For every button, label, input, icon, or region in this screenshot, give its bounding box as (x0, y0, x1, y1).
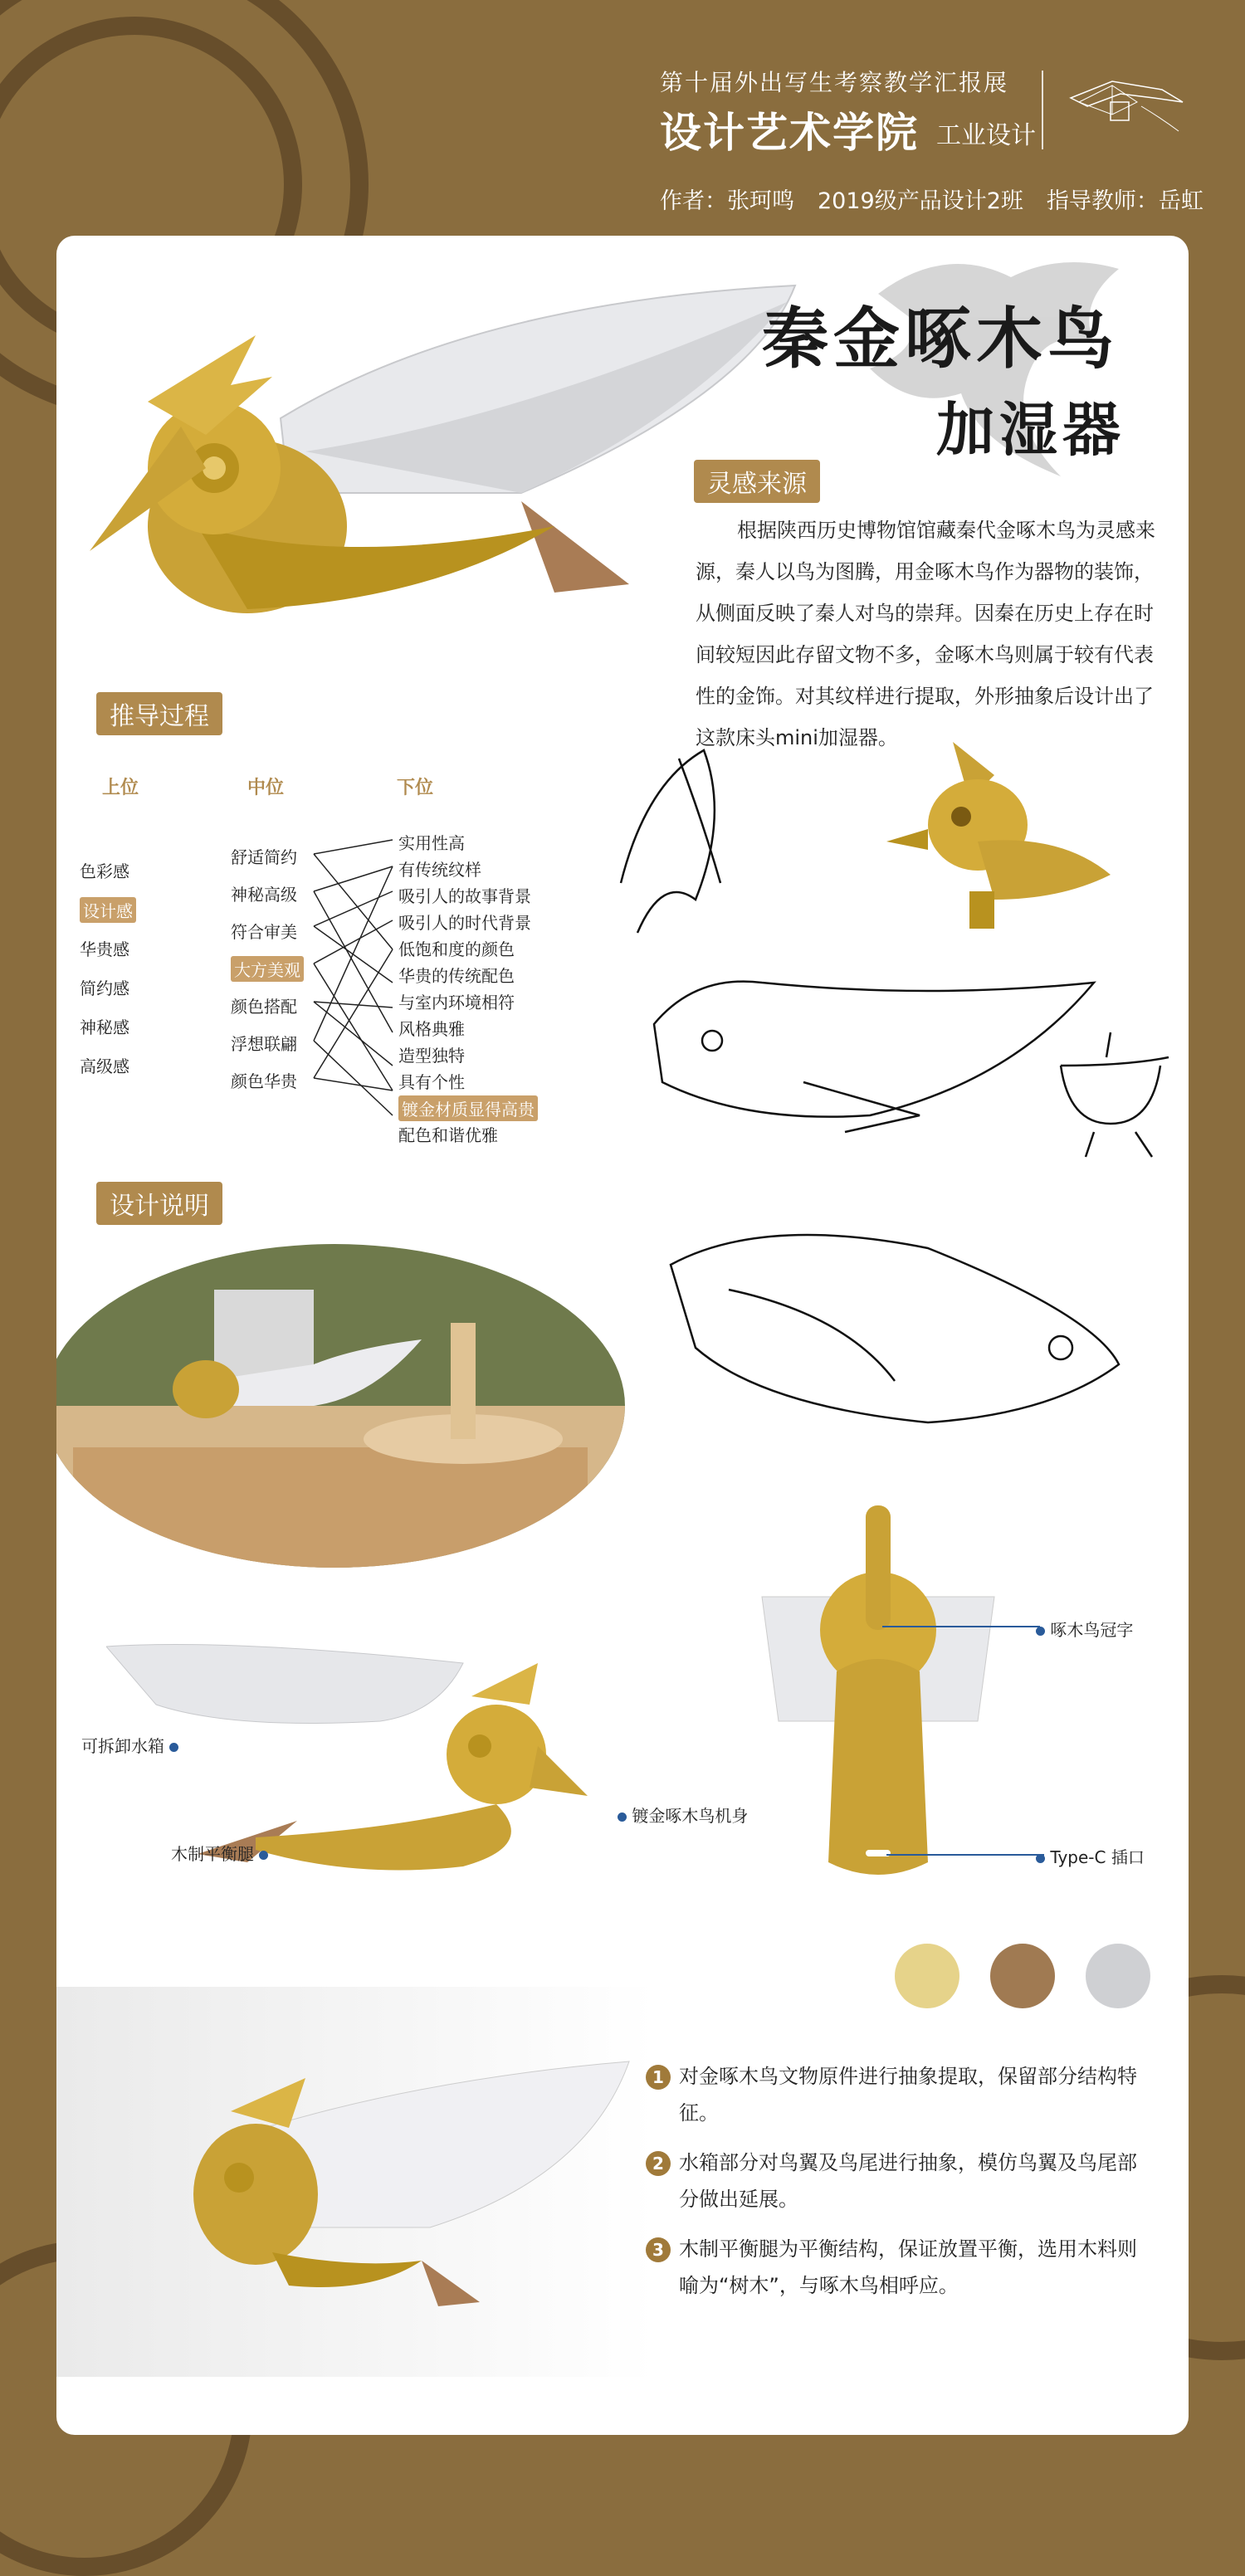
middle-level-item: 颜色华贵 (231, 1071, 297, 1091)
class-name: 2019级产品设计2班 (818, 188, 1023, 214)
middle-level-item: 舒适简约 (231, 847, 297, 867)
callout-water-tank (81, 1733, 178, 1757)
callout-body (618, 1803, 748, 1827)
lower-level-item: 配色和谐优雅 (398, 1125, 498, 1145)
callout-wooden-leg (171, 1841, 268, 1865)
lower-level-item: 吸引人的故事背景 (398, 886, 531, 906)
design-step (652, 2231, 1144, 2304)
step-text: 对金啄木鸟文物原件进行抽象提取，保留部分结构特征。 (679, 2065, 1137, 2125)
lower-level-item: 低饱和度的颜色 (398, 939, 515, 959)
level-head-middle: 中位 (247, 778, 285, 798)
callout-label: 啄木鸟冠字 (1050, 1620, 1134, 1640)
derivation-tag: 推导过程 (96, 692, 222, 735)
callout-label: 镀金啄木鸟机身 (632, 1806, 749, 1826)
step-text: 水箱部分对鸟翼及鸟尾进行抽象，模仿鸟翼及鸟尾部分做出延展。 (679, 2151, 1137, 2211)
middle-level-item: 浮想联翩 (231, 1034, 297, 1054)
callout-usb-port (1036, 1844, 1145, 1868)
callout-dot (1036, 1854, 1045, 1863)
product-subtitle: 加湿器 (936, 395, 1125, 464)
callout-dot (169, 1743, 178, 1752)
upper-level-item: 色彩感 (80, 861, 129, 881)
upper-level-item: 高级感 (80, 1056, 129, 1076)
callout-label: 木制平衡腿 (171, 1844, 254, 1864)
scene-photo (56, 1240, 629, 1572)
callout-label: Type-C 插口 (1050, 1847, 1145, 1867)
callout-line (886, 1854, 1044, 1856)
level-head-lower: 下位 (397, 778, 434, 798)
lower-level-item: 风格典雅 (398, 1019, 465, 1039)
department-logo (1062, 65, 1187, 148)
author-line (660, 183, 1227, 215)
middle-level-item: 神秘高级 (231, 885, 297, 905)
level-head-upper: 上位 (102, 778, 139, 798)
product-title: 秦金啄木鸟 (762, 300, 1119, 378)
lower-level-item: 实用性高 (398, 833, 465, 853)
upper-level-item: 神秘感 (80, 1017, 129, 1037)
swatch-white (1086, 1944, 1150, 2008)
upper-level-item: 简约感 (80, 978, 129, 998)
step-number: 1 (646, 2065, 671, 2090)
callout-dot (1036, 1627, 1045, 1636)
middle-level-item: 颜色搭配 (231, 997, 297, 1017)
final-render (56, 1987, 654, 2377)
back-view (754, 1497, 1003, 1929)
design-tag: 设计说明 (96, 1182, 222, 1225)
exhibition-title: 第十届外出写生考察教学汇报展 (660, 69, 1009, 96)
design-step (652, 2144, 1144, 2217)
swatch-wood (990, 1944, 1055, 2008)
upper-level-item: 设计感 (80, 897, 136, 923)
step-number: 2 (646, 2151, 671, 2176)
lower-level-item: 华贵的传统配色 (398, 966, 515, 986)
callout-line (882, 1626, 1040, 1627)
golden-woodpecker-artifact (870, 734, 1135, 941)
step-number: 3 (646, 2237, 671, 2262)
step-text: 木制平衡腿为平衡结构，保证放置平衡，选用木料则喻为“树木”，与啄木鸟相呼应。 (679, 2237, 1137, 2297)
swatch-gold (895, 1944, 959, 2008)
lower-level-item: 造型独特 (398, 1046, 465, 1066)
poster-card (56, 236, 1189, 2435)
callout-dot (259, 1851, 268, 1860)
inspiration-text: 根据陕西历史博物馆馆藏秦代金啄木鸟为灵感来源，秦人以鸟为图腾，用金啄木鸟作为器物的装饰，从侧面反映了秦人对鸟的崇拜。因秦在历史上存在时间较短因此存留文物不多，金啄木鸟则属于较有代表性的金饰。对其纹样进行提取，外形抽象后设计出了这款床头mini加湿器。 (696, 519, 1155, 749)
author: 作者：张珂鸣 (660, 188, 794, 214)
lower-level-item: 镀金材质显得高贵 (398, 1095, 538, 1121)
inspiration-tag: 灵感来源 (694, 460, 820, 503)
callout-dot (618, 1812, 627, 1822)
middle-level-item: 符合审美 (231, 922, 297, 942)
lower-level-item: 吸引人的时代背景 (398, 913, 531, 933)
design-step (652, 2058, 1144, 2131)
department-name: 工业设计 (936, 121, 1036, 150)
header (0, 0, 1245, 224)
callout-label: 可拆卸水箱 (81, 1736, 164, 1756)
lower-level-item: 有传统纹样 (398, 860, 481, 880)
lower-level-item: 与室内环境相符 (398, 993, 515, 1012)
header-divider (1042, 71, 1043, 149)
lower-level-item: 具有个性 (398, 1072, 465, 1092)
upper-level-item: 华贵感 (80, 939, 129, 959)
teacher: 指导教师：岳虹 (1046, 188, 1204, 214)
callout-crest (1036, 1617, 1133, 1641)
middle-level-item: 大方美观 (231, 956, 304, 982)
college-name: 设计艺术学院 (660, 108, 919, 157)
